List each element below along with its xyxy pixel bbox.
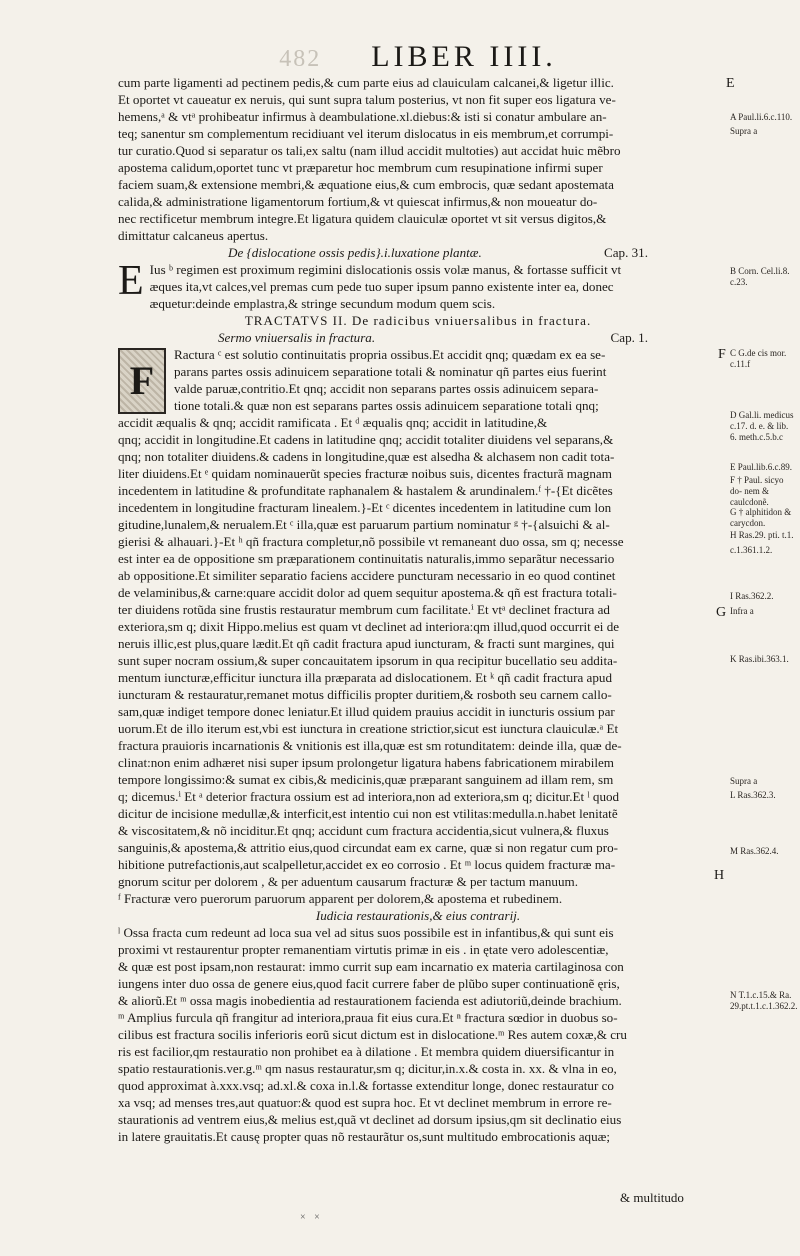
marginal-note: Supra a [730, 776, 758, 786]
text-line: tempore longissimo:& sumat ex cibis,& medicinis,quæ præparant sanguinem ad illam rem, sm [118, 772, 614, 787]
text-line: gierisi & alhauari.}-Et ʰ qñ fractura completur,nõ possibile vt remaneant duo ossa, sm q; necesse [118, 534, 624, 549]
section-heading-iudicia: Iudicia restaurationis,& eius contrarij. [315, 908, 521, 923]
chapter-heading-1 [118, 329, 718, 346]
chapter-number: Cap. 31. [603, 245, 648, 260]
text-line: incedentem in longitudine fracturam linealem.}-Et ᶜ dicentes incedentem in latitudine cum lon [118, 500, 612, 515]
text-line: valde paruæ,contritio.Et qnq; accidit non separans partes ossis adinuicem separa- [174, 381, 599, 396]
text-line: de velaminibus,& carne:quare accidit dolor ad quem sequitur apostema.& qñ est fractura totali- [118, 585, 617, 600]
marginal-note: N T.1.c.15.& Ra. 29.pt.t.1.c.1.362.2. [730, 990, 798, 1011]
tractatus-heading: TRACTATVS II. De radicibus vniuersalibus in fractura. [244, 313, 592, 328]
text-line: & viscositatem,& nõ inciditur.Et qnq; accidunt cum fractura accidentia,sicut vulnera,& fluxus [118, 823, 609, 838]
sermo-title: Sermo vniuersalis in fractura. [218, 330, 376, 345]
marginal-note: E Paul.lib.6.c.89. [730, 462, 792, 472]
text-line: ᶠ Fracturæ vero puerorum paruorum apparent per dolorem,& apostema et rubedinem. [118, 891, 563, 906]
text-line: dimittatur calcaneus apertus. [118, 228, 269, 243]
marginal-note: Supra a [730, 126, 758, 136]
catchword: & multitudo [620, 1190, 684, 1205]
text-line: teq; sanentur sm complementum recidiuant vel iterum dislocatus in eis membrum,et corrumpi- [118, 126, 614, 141]
text-line: iuncturam & restauratur,remanet motus difficilis propter duritiem,& rosboth seu carnem callo- [118, 687, 612, 702]
text-line: q; dicemus.ⁱ Et ᵃ deterior fractura ossium est ad interiora,non ad exteriora,sm q; dicitur.Et ˡ quod [118, 789, 620, 804]
signature-mark: × × [300, 1212, 323, 1223]
text-line: qnq; non totaliter diuidens.& cadens in longitudine,quæ est alsedha & alchasem non cadit tota- [118, 449, 615, 464]
text-line: ˡ Ossa fracta cum redeunt ad loca sua vel ad situs suos possibile est in infantibus,& qui sunt eis [118, 925, 614, 940]
text-line: ter diuidens rotũda sine frustis restauratur membrum cum facilitate.ⁱ Et vtᵃ declinet fractura ad [118, 602, 610, 617]
text-line: accidit æqualis & qnq; accidit ramificata . Et ᵈ æqualis qnq; accidit in latitudine,& [118, 415, 548, 430]
text-line: tur curatio.Quod si separatur os tali,ex saltu (nam illud accidit multoties) aut accidat huic mẽbro [118, 143, 621, 158]
marginal-note: K Ras.ibi.363.1. [730, 654, 789, 664]
text-line: hemens,ᵃ & vtᵃ prohibeatur infirmus à deambulatione.xl.diebus:& isti si conatur ambulare an- [118, 109, 607, 124]
text-line: sunt super nocram ossium,& super concauitatem ipsorum in qua recipitur bucellatio seu addita- [118, 653, 618, 668]
initial-letter-e: E [118, 258, 144, 304]
marginal-note: D Gal.li. medicus c.17. d. e. & lib. 6. meth.c.5.b.c [730, 410, 794, 442]
text-line: neruis illic,est plus,quare lædit.Et qñ cadit fractura apud iuncturam, & fracti sunt margines, qui [118, 636, 615, 651]
text-line: tione totali.& quæ non est separans partes ossis adinuicem separatione totali qnq; [174, 398, 599, 413]
text-line: dicitur de incisione medullæ,& interficit,est intentio cui non est vtilitas:medulla.n.habet lenitatẽ [118, 806, 618, 821]
paragraph-foot-luxation [118, 258, 718, 312]
text-line: fractura prauioris incarnationis & vnitionis est illa,quæ est sm rotunditatem: deinde illa, quæ de- [118, 738, 622, 753]
text-line: proximi vt restaurentur propter remanentiam virtutis primæ in eis . in ętate vero adolescentiæ, [118, 942, 609, 957]
text-line: & aliorũ.Et ᵐ ossa magis inobedientia ad restaurationem facienda est adiutoriũ,deinde brachium. [118, 993, 622, 1008]
marginal-note: c.1.361.1.2. [730, 545, 773, 555]
marginal-note: I Ras.362.2. [730, 591, 774, 601]
text-line: hibitione putrefactionis,aut scalpelletur,accidet ex eo corrosio . Et ᵐ locus quidem fracturæ ma- [118, 857, 616, 872]
text-line: in latere grauitatis.Et causę propter quas nõ restaurãtur os,sunt multitudo embrocationis aquæ; [118, 1129, 610, 1144]
margin-letter-e: E [726, 76, 735, 91]
text-line: incedentem in latitudine & profunditate raphanalem & hastalem & arundinalem.ᶠ †-{Et dicẽtes [118, 483, 613, 498]
text-line: quod approximat à.xxx.vsq; ad.xl.& coxa in.l.& fortasse extenditur longe, donec restauratur co [118, 1078, 614, 1093]
margin-letter-g: G [716, 605, 727, 620]
marginal-note: G † alphitidon & carycdon. [730, 507, 792, 528]
text-line: mentum iuncturæ,efficitur iunctura illa præparata ad dislocationem. Et ᵏ qñ cadit fractura apud [118, 670, 613, 685]
text-line: iungens inter duo ossa de genere eius,quod facit currere faber de plũbo super continuationẽ ęris, [118, 976, 620, 991]
marginal-note: F † Paul. sicyo do- nem & caulcdonẽ. [730, 475, 784, 507]
text-line: clinat:non enim adhæret nisi super ipsum prolongetur ligatura habens fabricationem mirabilem [118, 755, 614, 770]
text-line: faciem suam,& extensione membri,& æquatione eius,& cum embrocis, quæ sedant apostemata [118, 177, 614, 192]
text-line: Et oportet vt caueatur ex neruis, qui sunt supra talum posterius, vt non fit super eos ligatura ve- [118, 92, 616, 107]
marginal-note: A Paul.li.6.c.110. [730, 112, 793, 122]
marginal-note: H Ras.29. pti. t.1. [730, 530, 794, 540]
text-line: xa vsq; ad menses tres,aut quatuor:& quod est supra hoc. Et vt declinet membrum in errore re- [118, 1095, 612, 1110]
text-line: ᵐ Amplius furcula qñ frangitur ad interiora,praua fit eius cura.Et ⁿ fractura sœdior in duobus so- [118, 1010, 618, 1025]
text-line: calida,& administratione ligamentorum fortium,& vt quiescat infirmus,& non moueatur do- [118, 194, 598, 209]
paragraph-dislocation-heel [118, 74, 718, 244]
marginal-note: M Ras.362.4. [730, 846, 779, 856]
text-line: spatio restaurationis.ver.g.ᵐ qm nasus restauratur,sm q; dicitur,in.x.& costa in. xx. & vlna in eo, [118, 1061, 617, 1076]
book-title: LIBER IIII. [371, 40, 557, 73]
text-line: nec rectificetur membrum integre.Et ligatura quidem clauiculæ oportet vt sit versus digitos,& [118, 211, 607, 226]
marginal-note: Infra a [730, 606, 754, 616]
text-line: apostema calidum,oportet tunc vt præparetur hoc membrum cum resupinatione infirmi super [118, 160, 603, 175]
text-line: ris est facilior,qm restauratio non prohibet ea à dilatione . Et membra quidem diuersificantur in [118, 1044, 615, 1059]
text-line: sanguinis,& apostema,& attritio eius,quod circundat eam ex carne, quæ si non regatur cum pro- [118, 840, 618, 855]
marginal-note: B Corn. Cel.li.8. c.23. [730, 266, 790, 287]
text-line: gitudine,lunalem,& nerualem.Et ᶜ illa,quæ est paruarum partium nominatur ᵍ †-{alsuichi & al- [118, 517, 610, 532]
chapter-title: De {dislocatione ossis pedis}.i.luxatione plantæ. [228, 245, 482, 260]
text-line: cum parte ligamenti ad pectinem pedis,& cum parte eius ad clauiculam calcanei,& ligetur illic. [118, 75, 614, 90]
marginal-note: C G.de cis mor. c.11.f [730, 348, 787, 369]
paragraph-restauration [118, 924, 718, 1145]
running-header [118, 40, 718, 76]
margin-letter-f: F [718, 347, 726, 362]
text-line: æquetur:deinde emplastra,& stringe secundum modum quem scis. [149, 296, 496, 311]
marginal-note: L Ras.362.3. [730, 790, 776, 800]
text-line: qnq; accidit in longitudine.Et cadens in latitudine qnq; accidit totaliter diuidens vel separans,& [118, 432, 614, 447]
chapter-number: Cap. 1. [610, 330, 648, 345]
text-line: uorum.Et de illo iterum est,vbi est iunctura in creatione strictior,sicut est iunctura clauiculæ.ᵃ Et [118, 721, 619, 736]
text-line: & quæ est post ipsam,non restaurat: immo currit sup eam incarnatio ex materia cartilaginosa con [118, 959, 624, 974]
text-line: Ius ᵇ regimen est proximum regimini dislocationis ossis volæ manus, & fortasse sufficit vt [149, 262, 622, 277]
margin-letter-h: H [714, 868, 725, 883]
text-line: Ractura ᶜ est solutio continuitatis propria ossibus.Et accidit qnq; quædam ex ea se- [174, 347, 606, 362]
bleed-through-page-number: 482 [279, 46, 322, 72]
text-line: cilibus est fractura socilis inferioris eorũ sicut dictum est in dislocatione.ᵐ Res autem coxæ,& cru [118, 1027, 627, 1042]
text-line: ab oppositione.Et similiter separatio faciens accidere puncturam necessario in eo quod continet [118, 568, 616, 583]
chapter-heading-31 [118, 244, 718, 261]
text-line: staurationis ad ventrem eius,& melius est,quã vt declinet ad dorsum ipsius,qm sit declinatio eius [118, 1112, 622, 1127]
text-line: liter diuidens.Et ᵉ quidam nominauerũt species fracturæ noibus suis, dicentes fracturã magnam [118, 466, 612, 481]
paragraph-fracture [118, 346, 718, 907]
text-line: est inter ea de oppositione sm præparationem continuitatis naturalis,immo separãtur necessario [118, 551, 615, 566]
text-line: æques ita,vt calces,vel premas cum pede tuo super ipsum panno existente inter ea, donec [149, 279, 614, 294]
text-line: gnorum scitur per dolorem , & per aduentum causarum fracturæ & per tactum manuum. [118, 874, 578, 889]
text-line: parans partes ossis adinuicem separatione totali & nominatur qñ partes eius fuerint [174, 364, 607, 379]
main-text-column [118, 74, 718, 1145]
text-line: sam,quæ indiget tempore donec leniatur.Et illud quidem prauius accidit in iuncturis ossium par [118, 704, 615, 719]
text-line: exteriora,sm q; dixit Hippo.melius est quam vt declinet ad interiora:qm illud,quod occurrit ei de [118, 619, 620, 634]
decorated-initial-f: F [118, 348, 166, 414]
